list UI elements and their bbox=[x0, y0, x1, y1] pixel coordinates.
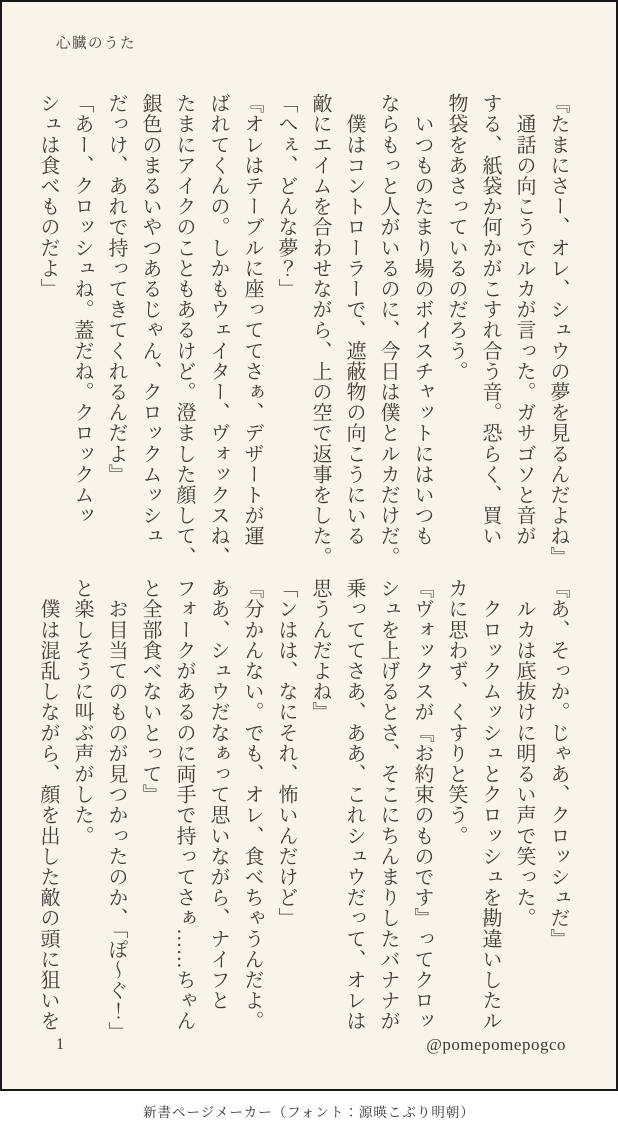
text-line: ああ、シュウだなぁって思いながら、ナイフと bbox=[207, 578, 229, 1011]
text-line: だっけ、あれで持ってきてくれるんだよ』 bbox=[105, 93, 127, 485]
text-line: 僕は混乱しながら、顔を出した敵の頭に狙いを bbox=[37, 578, 59, 1032]
text-line: する、紙袋か何かがこすれ合う音。恐らく、買い bbox=[479, 93, 501, 547]
page-title: 心臓のうた bbox=[56, 36, 136, 52]
text-line: いつものたまり場のボイスチャットにはいつも bbox=[411, 93, 433, 547]
text-line: 乗っててさあ、ああ、これシュウだって、オレは bbox=[343, 578, 365, 1032]
text-line: シュを上げるとさ、そこにちんまりしたバナナが bbox=[377, 578, 399, 1032]
text-line: 「ンはは、なにそれ、怖いんだけど」 bbox=[275, 578, 297, 929]
text-line: 銀色のまるいやつあるじゃん、クロックムッシュ bbox=[139, 93, 161, 547]
text-line: クロックムッシュとクロッシュを勘違いしたル bbox=[479, 578, 501, 1032]
text-line: ばれてくんの。しかもウェイター、ヴォックスね、 bbox=[207, 93, 229, 567]
page-number: 1 bbox=[56, 1036, 64, 1053]
text-line: 「あー、クロッシュね。蓋だね。クロックムッ bbox=[71, 93, 93, 526]
vertical-text-block-top bbox=[31, 93, 575, 567]
text-line: 思うんだよね』 bbox=[309, 578, 331, 723]
vertical-text-block-bottom bbox=[31, 578, 575, 1040]
text-line: ルカは底抜けに明るい声で笑った。 bbox=[513, 578, 535, 929]
text-line: たまにアイクのこともあるけど。澄ました顔して、 bbox=[173, 93, 195, 567]
text-line: お目当てのものが見つかったのか、「ぽ〜ぐ！」 bbox=[105, 578, 127, 1042]
text-line: 『たまにさー、オレ、シュウの夢を見るんだよね』 bbox=[547, 93, 569, 567]
text-line: シュは食べものだよ」 bbox=[37, 93, 59, 299]
text-line: 『オレはテーブルに座っててさぁ、デザートが運 bbox=[241, 93, 263, 547]
text-line: 『分かんない。でも、オレ、食べちゃうんだよ。 bbox=[241, 578, 263, 1032]
text-line: 通話の向こうでルカが言った。ガサゴソと音が bbox=[513, 93, 535, 547]
author-handle: @pomepomepogco bbox=[426, 1035, 566, 1054]
text-line: 「へぇ、どんな夢？」 bbox=[275, 93, 297, 299]
text-line: 敵にエイムを合わせながら、上の空で返事をした。 bbox=[309, 93, 331, 567]
text-line: フォークがあるのに両手で持ってさぁ……ちゃん bbox=[173, 578, 195, 1032]
generator-caption: 新書ページメーカー（フォント：源暎こぶり明朝） bbox=[143, 1105, 475, 1120]
text-line: 僕はコントローラーで、遮蔽物の向こうにいる bbox=[343, 93, 365, 547]
text-line: と楽しそうに叫ぶ声がした。 bbox=[71, 578, 93, 846]
text-line: ならもっと人がいるのに、今日は僕とルカだけだ。 bbox=[377, 93, 399, 567]
text-line: カに思わず、くすりと笑う。 bbox=[445, 578, 467, 846]
text-line: 物袋をあさっているのだろう。 bbox=[445, 93, 467, 382]
text-line: 『あ、そっか。じゃあ、クロッシュだ』 bbox=[547, 578, 569, 949]
text-line: と全部食べないとって』 bbox=[139, 578, 161, 805]
text-line: 『ヴォックスが『お約束のものです』ってクロッ bbox=[411, 578, 433, 1032]
